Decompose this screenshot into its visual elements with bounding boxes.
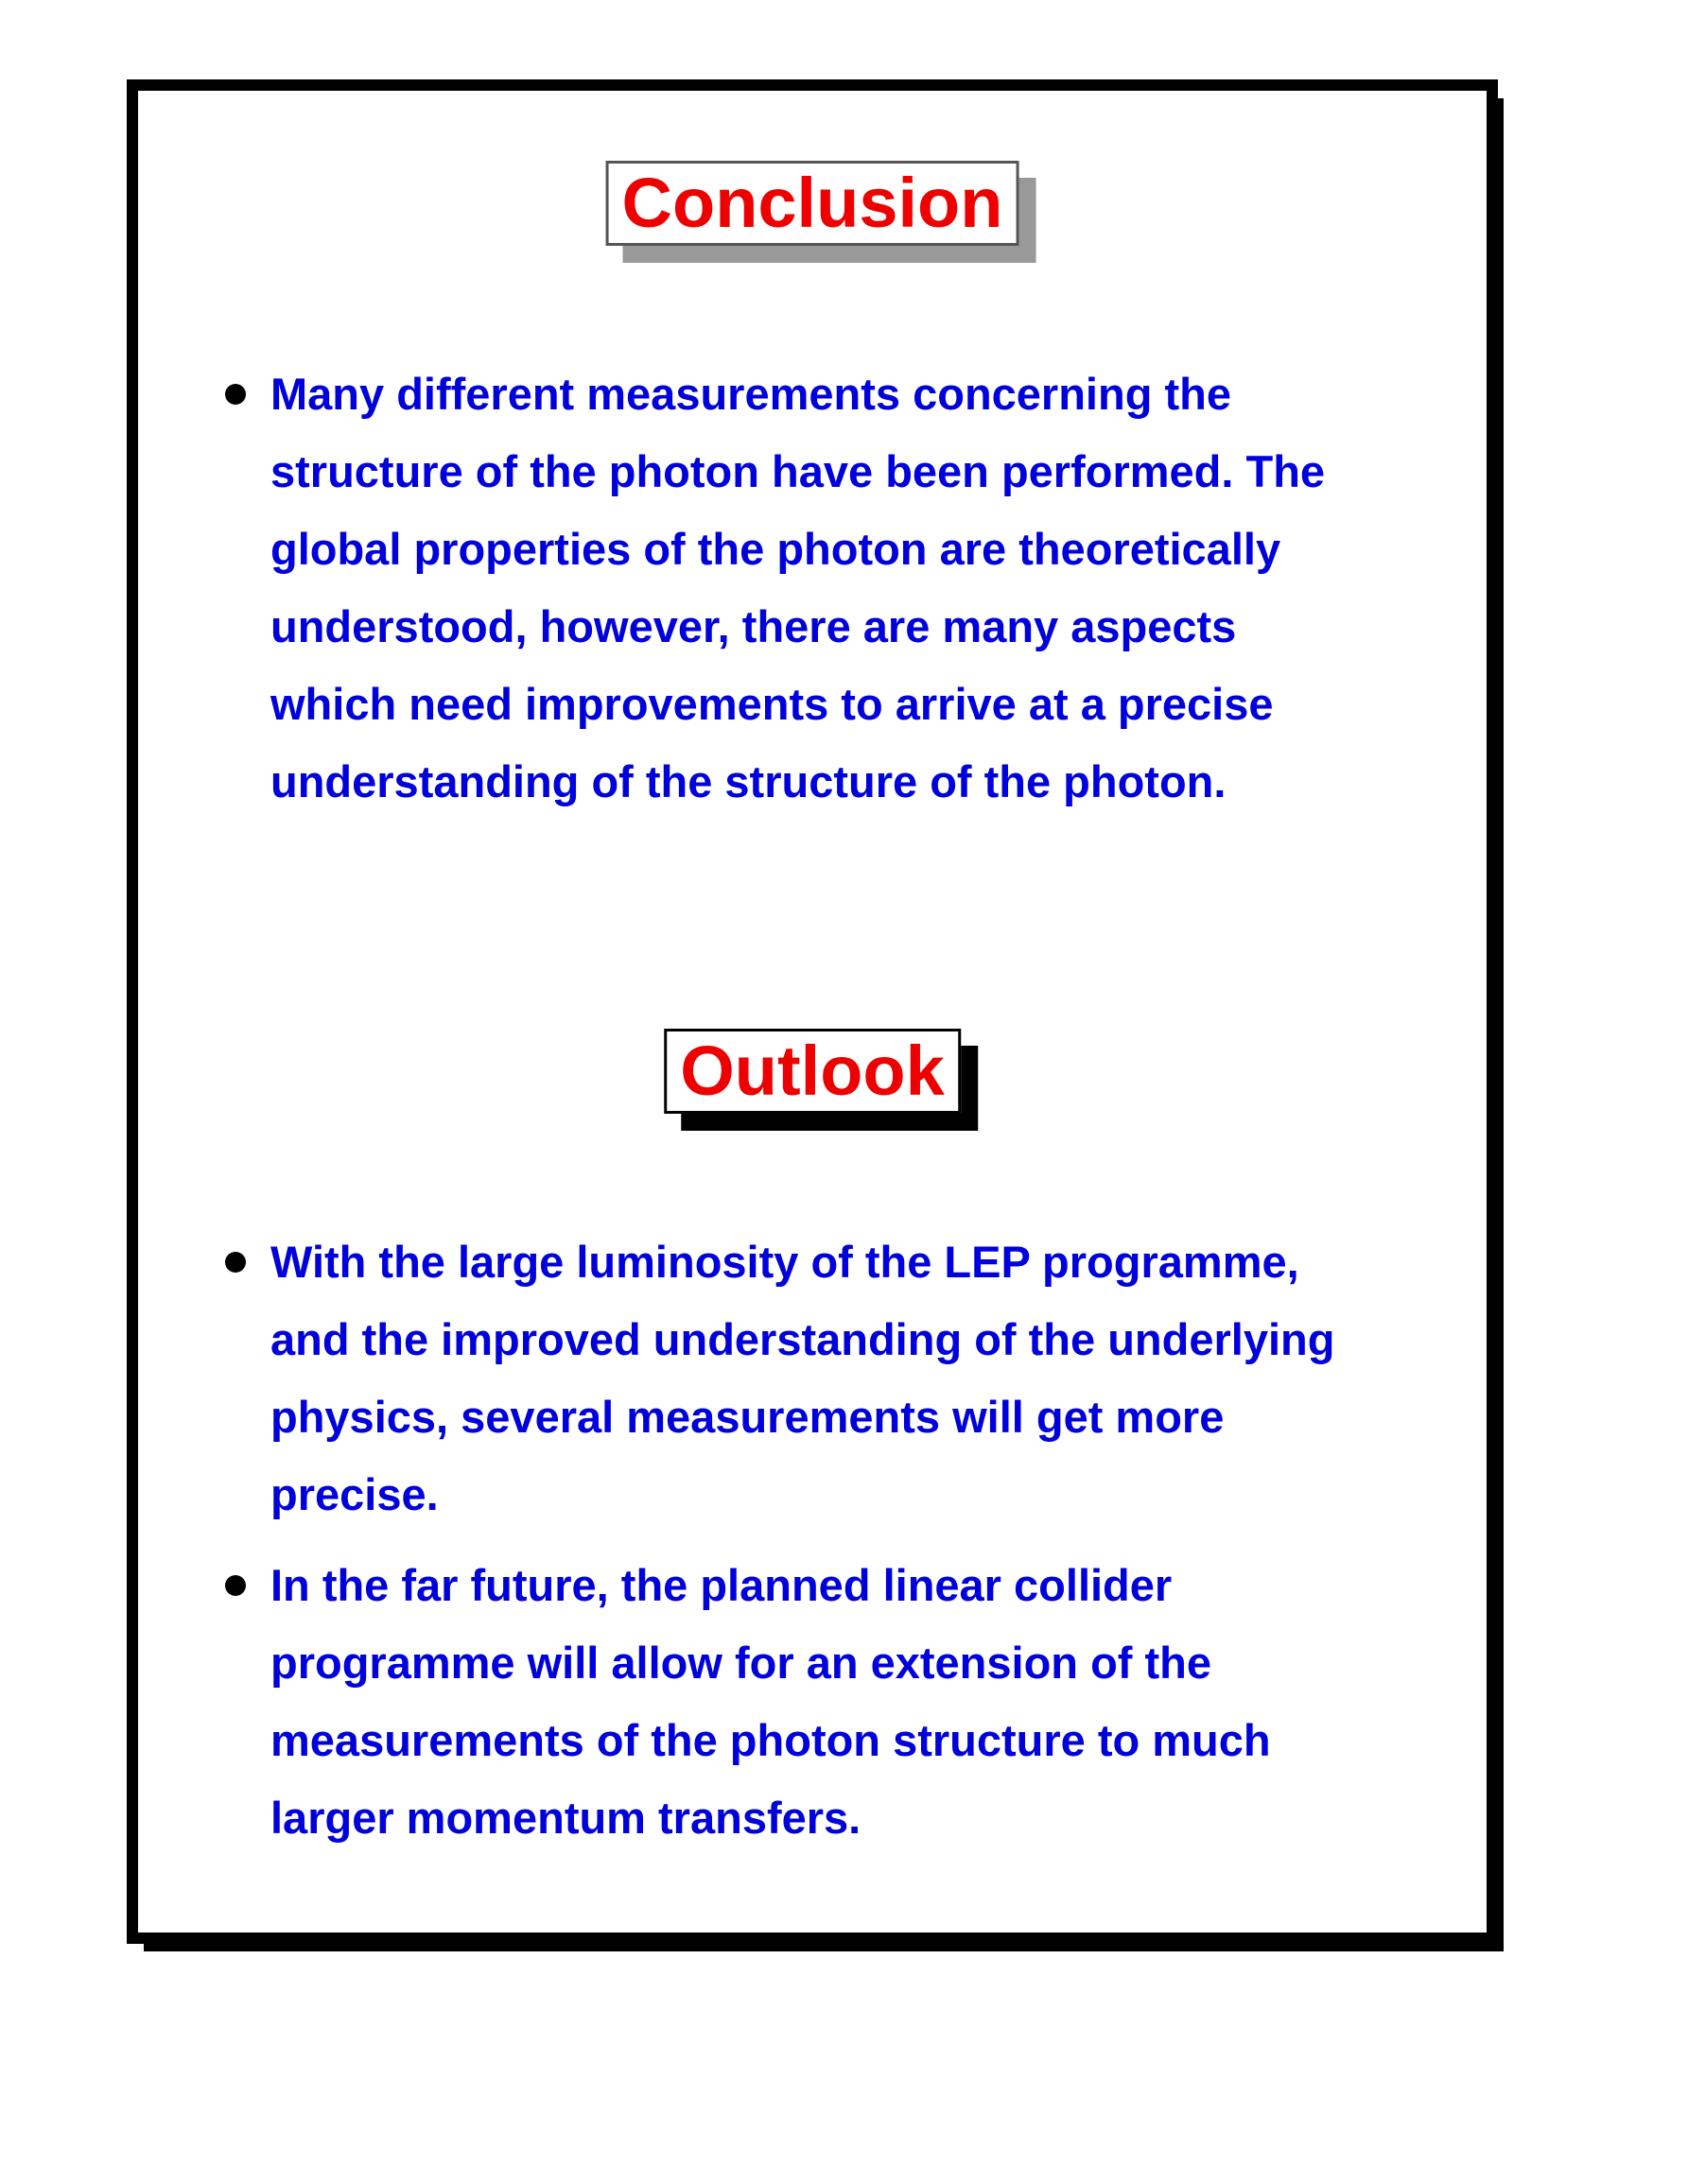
conclusion-title: Conclusion bbox=[606, 161, 1019, 246]
bullet-line: programme will allow for an extension of the bbox=[270, 1638, 1211, 1688]
bullet-icon bbox=[225, 1252, 246, 1273]
bullet-line: which need improvements to arrive at a precise bbox=[270, 679, 1274, 729]
bullet-line: physics, several measurements will get more bbox=[270, 1392, 1225, 1442]
bullet-line: structure of the photon have been performed. The bbox=[270, 446, 1326, 496]
bullet-line: measurements of the photon structure to much bbox=[270, 1715, 1271, 1765]
conclusion-bullet-1 bbox=[225, 355, 1430, 821]
bullet-line: larger momentum transfers. bbox=[270, 1793, 861, 1843]
bullet-line: In the far future, the planned linear collider bbox=[270, 1560, 1173, 1610]
bullet-line: and the improved understanding of the underlying bbox=[270, 1314, 1335, 1364]
outlook-bullet-2 bbox=[225, 1547, 1430, 1857]
bullet-line: understood, however, there are many aspects bbox=[270, 601, 1237, 651]
outlook-title: Outlook bbox=[664, 1029, 961, 1114]
bullet-icon bbox=[225, 1575, 246, 1596]
conclusion-heading bbox=[606, 161, 1019, 246]
conclusion-bullet-list bbox=[225, 355, 1430, 834]
slide-frame bbox=[127, 79, 1498, 1944]
outlook-bullet-list bbox=[225, 1223, 1430, 1870]
outlook-bullet-1 bbox=[225, 1223, 1430, 1534]
bullet-line: understanding of the structure of the photon. bbox=[270, 756, 1227, 806]
bullet-line: precise. bbox=[270, 1469, 439, 1519]
bullet-line: Many different measurements concerning the bbox=[270, 369, 1231, 419]
bullet-icon bbox=[225, 384, 246, 405]
bullet-line: With the large luminosity of the LEP programme, bbox=[270, 1237, 1299, 1287]
outlook-heading bbox=[664, 1029, 961, 1114]
bullet-line: global properties of the photon are theoretically bbox=[270, 524, 1281, 574]
